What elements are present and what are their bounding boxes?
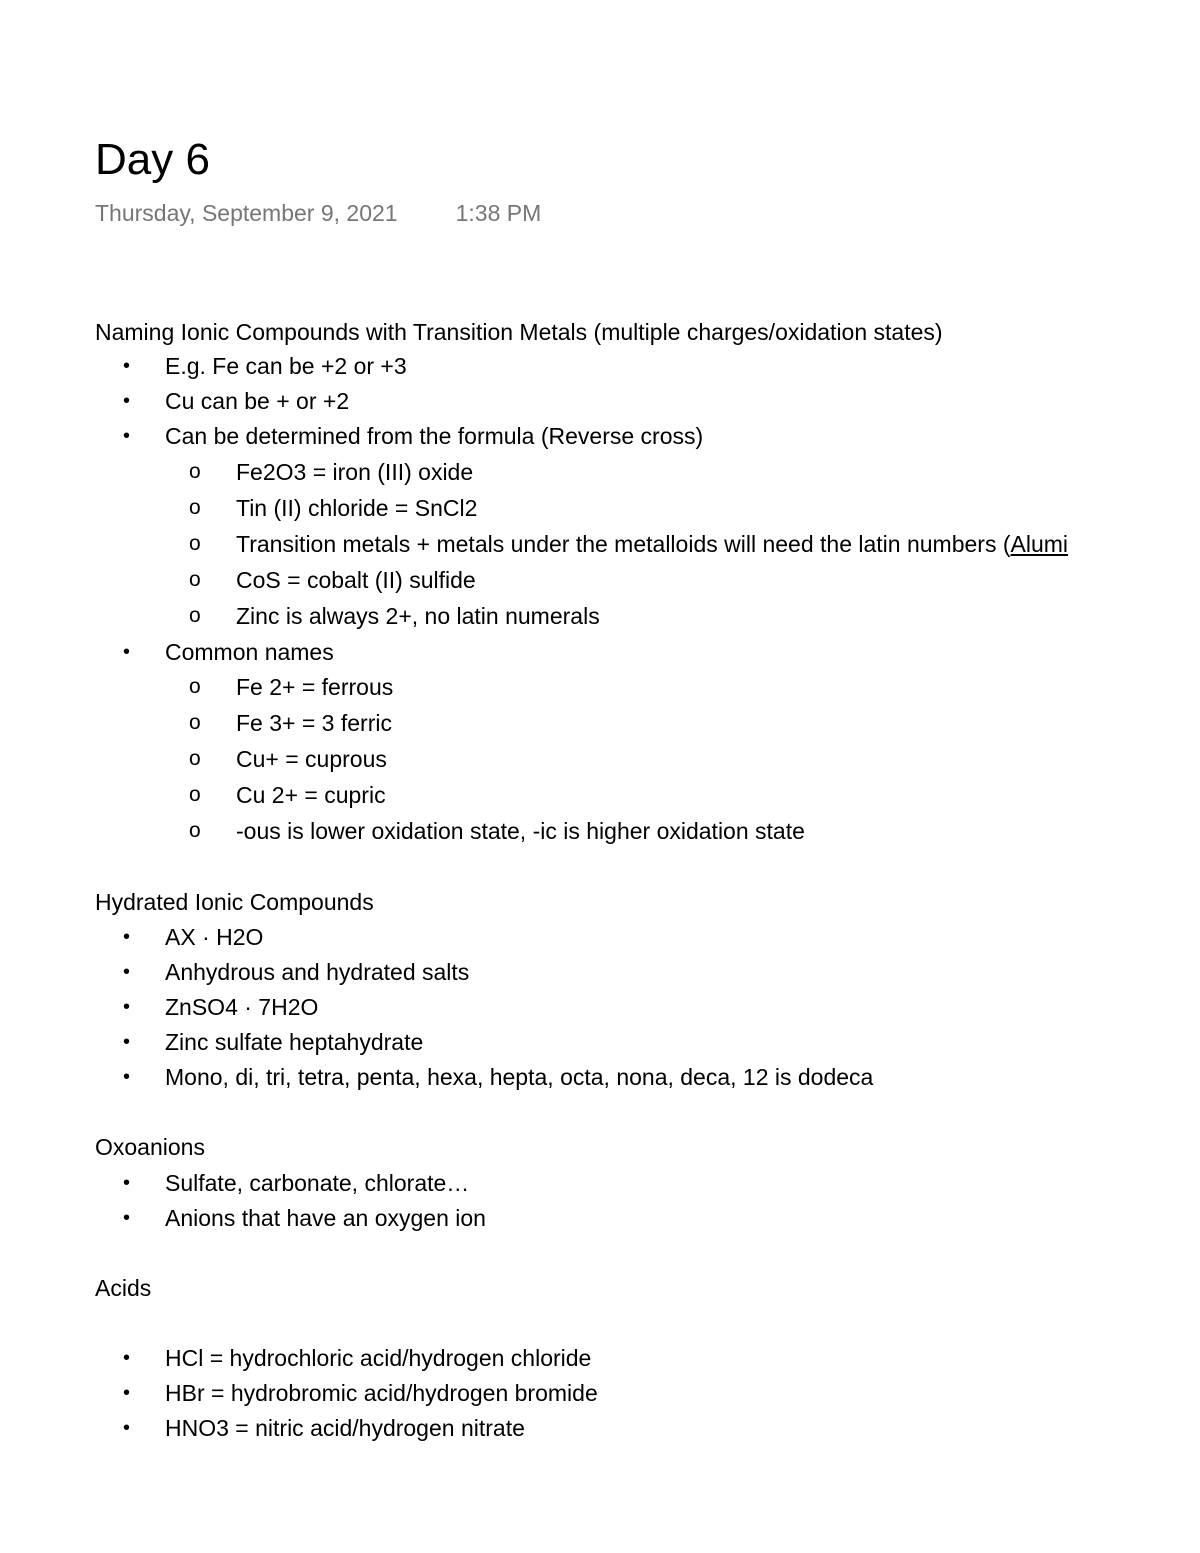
list-item: • Anhydrous and hydrated salts — [123, 959, 470, 985]
list-item: • ZnSO4 · 7H2O — [123, 994, 319, 1020]
note-timestamp — [95, 198, 541, 228]
note-time: 1:38 PM — [455, 200, 542, 226]
list-item: • Cu can be + or +2 — [123, 388, 350, 414]
list-item: • Anions that have an oxygen ion — [123, 1205, 486, 1231]
sub-list-item: o Zinc is always 2+, no latin numerals — [189, 603, 600, 629]
sub-list-item: o CoS = cobalt (II) sulfide — [189, 567, 476, 593]
sub-list-item: o -ous is lower oxidation state, -ic is higher oxidation state — [189, 818, 805, 844]
sub-bullet-icon: o — [189, 604, 201, 627]
bullet-icon: • — [123, 996, 131, 1018]
bullet-icon: • — [123, 425, 131, 447]
bullet-icon: • — [123, 1207, 131, 1229]
list-item-clipped: • HNO3 = nitric acid/hydrogen nitrate — [123, 1415, 525, 1441]
section-heading-hydrated: Hydrated Ionic Compounds — [95, 889, 374, 915]
bullet-icon: • — [123, 926, 131, 948]
list-item: • Can be determined from the formula (Reverse cross) — [123, 423, 704, 449]
sub-list-item: o Fe 3+ = 3 ferric — [189, 710, 392, 736]
sub-bullet-icon: o — [189, 783, 201, 806]
bullet-icon: • — [123, 1172, 131, 1194]
aluminum-link[interactable]: Alumi — [1010, 531, 1069, 557]
list-item: • HBr = hydrobromic acid/hydrogen bromide — [123, 1380, 598, 1406]
sub-bullet-icon: o — [189, 568, 201, 591]
sub-bullet-icon: o — [189, 675, 201, 698]
bullet-icon: • — [123, 1066, 131, 1088]
section-heading-acids: Acids — [95, 1275, 152, 1301]
sub-bullet-icon: o — [189, 747, 201, 770]
bullet-icon: • — [123, 390, 131, 412]
bullet-icon: • — [123, 641, 131, 663]
list-item: • Mono, di, tri, tetra, penta, hexa, hepta, octa, nona, deca, 12 is dodeca — [123, 1064, 874, 1090]
list-item: • HCl = hydrochloric acid/hydrogen chloride — [123, 1345, 592, 1371]
sub-bullet-icon: o — [189, 532, 201, 555]
sub-list-item: o Cu+ = cuprous — [189, 746, 387, 772]
list-item: • Zinc sulfate heptahydrate — [123, 1029, 424, 1055]
sub-list-item: o Transition metals + metals under the metalloids will need the latin numbers (Alumi — [189, 531, 1069, 557]
bullet-icon: • — [123, 1417, 131, 1439]
list-item: • Common names — [123, 639, 334, 665]
bullet-icon: • — [123, 961, 131, 983]
sub-bullet-icon: o — [189, 711, 201, 734]
bullet-icon: • — [123, 355, 131, 377]
section-heading-transition: Naming Ionic Compounds with Transition Metals (multiple charges/oxidation states) — [95, 319, 943, 345]
bullet-icon: • — [123, 1347, 131, 1369]
note-date: Thursday, September 9, 2021 — [95, 200, 398, 226]
sub-bullet-icon: o — [189, 496, 201, 519]
bullet-icon: • — [123, 1031, 131, 1053]
sub-bullet-icon: o — [189, 460, 201, 483]
list-item: • E.g. Fe can be +2 or +3 — [123, 353, 407, 379]
bullet-icon: • — [123, 1382, 131, 1404]
sub-list-item: o Tin (II) chloride = SnCl2 — [189, 495, 478, 521]
page-title: Day 6 — [95, 135, 210, 184]
sub-list-item: o Fe 2+ = ferrous — [189, 674, 394, 700]
list-item: • AX · H2O — [123, 924, 264, 950]
sub-bullet-icon: o — [189, 819, 201, 842]
section-heading-oxoanions: Oxoanions — [95, 1134, 205, 1160]
sub-list-item: o Cu 2+ = cupric — [189, 782, 386, 808]
list-item: • Sulfate, carbonate, chlorate… — [123, 1170, 470, 1196]
sub-list-item: o Fe2O3 = iron (III) oxide — [189, 459, 474, 485]
